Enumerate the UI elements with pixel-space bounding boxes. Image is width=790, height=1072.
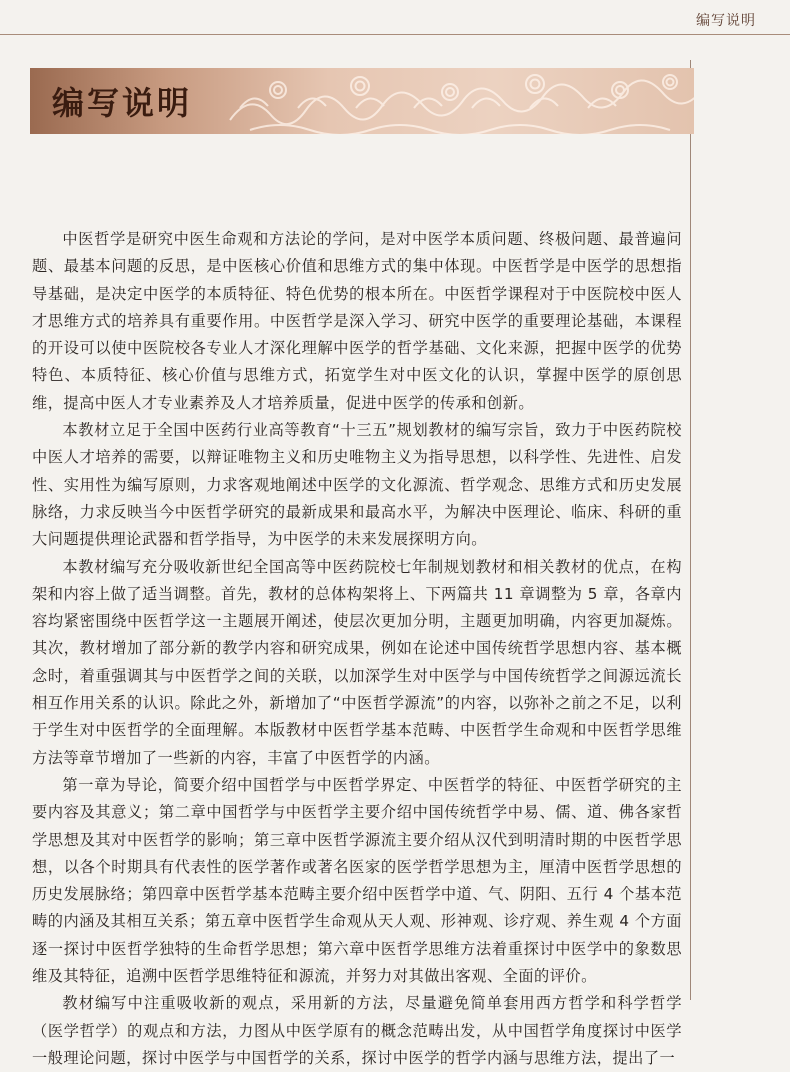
margin-rule xyxy=(690,60,691,1000)
page-title: 编写说明 xyxy=(52,84,193,122)
running-header-title: 编写说明 xyxy=(696,13,756,29)
section-banner xyxy=(30,68,694,134)
paragraph: 本教材立足于全国中医药行业高等教育“十三五”规划教材的编写宗旨，致力于中医药院校中医人才培养的需要，以辩证唯物主义和历史唯物主义为指导思想，以科学性、先进性、启发性、实用性为编写原则，力求客观地阐述中医学的文化源流、哲学观念、思维方式和历史发展脉络，力求反映当今中医哲学研究的最新成果和最高水平，为解决中医理论、临床、科研的重大问题提供理论武器和哲学指导，为中医学的未来发展探明方向。 xyxy=(32,421,682,549)
paragraph: 教材编写中注重吸收新的观点，采用新的方法，尽量避免简单套用西方哲学和科学哲学（医学哲学）的观点和方法，力图从中医学原有的概念范畴出发，从中国哲学角度探讨中医学一般理论问题，探讨中医学与中国哲学的关系，探讨中医学的哲学内涵与思维方法，提出了一 xyxy=(32,994,682,1067)
paragraph: 中医哲学是研究中医生命观和方法论的学问，是对中医学本质问题、终极问题、最普遍问题、最基本问题的反思，是中医核心价值和思维方式的集中体现。中医哲学是中医学的思想指导基础，是决定中医学的本质特征、特色优势的根本所在。中医哲学课程对于中医院校中医人才思维方式的培养具有重要作用。中医哲学是深入学习、研究中医学的重要理论基础，本课程的开设可以使中医院校各专业人才深化理解中医学的哲学基础、文化来源，把握中医学的优势特色、本质特征、核心价值与思维方式，拓宽学生对中医文化的认识，掌握中医学的原创思维，提高中医人才专业素养及人才培养质量，促进中医学的传承和创新。 xyxy=(32,230,682,412)
paragraph: 本教材编写充分吸收新世纪全国高等中医药院校七年制规划教材和相关教材的优点，在构架和内容上做了适当调整。首先，教材的总体构架将上、下两篇共 11 章调整为 5 章，各章内容均紧密围绕中医哲学这一主题展开阐述，使层次更加分明，主题更加明确，内容更加凝炼。其次，教材增加了部分新的教学内容和研究成果，例如在论述中国传统哲学思想内容、基本概念时，着重强调其与中医哲学之间的关联，以加深学生对中医学与中国传统哲学之间源远流长相互作用关系的认识。除此之外，新增加了“中医哲学源流”的内容，以弥补之前之不足，以利于学生对中医哲学的全面理解。本版教材中医哲学基本范畴、中医哲学生命观和中医哲学思维方法等章节增加了一些新的内容，丰富了中医哲学的内涵。 xyxy=(32,557,682,767)
body-text xyxy=(32,226,682,1072)
header-divider xyxy=(0,34,790,35)
paragraph: 第一章为导论，简要介绍中国哲学与中医哲学界定、中医哲学的特征、中医哲学研究的主要内容及其意义；第二章中国哲学与中医哲学主要介绍中国传统哲学中易、儒、道、佛各家哲学思想及其对中医哲学的影响；第三章中医哲学源流主要介绍从汉代到明清时期的中医哲学思想，以各个时期具有代表性的医学著作或著名医家的医学哲学思想为主，厘清中医哲学思想的历史发展脉络；第四章中医哲学基本范畴主要介绍中医哲学中道、气、阴阳、五行 4 个基本范畴的内涵及其相互关系；第五章中医哲学生命观从天人观、形神观、诊疗观、养生观 4 个方面逐一探讨中医哲学独特的生命哲学思想；第六章中医哲学思维方法着重探讨中医学中的象数思维及其特征，追溯中医哲学思维特征和源流，并努力对其做出客观、全面的评价。 xyxy=(32,775,682,986)
